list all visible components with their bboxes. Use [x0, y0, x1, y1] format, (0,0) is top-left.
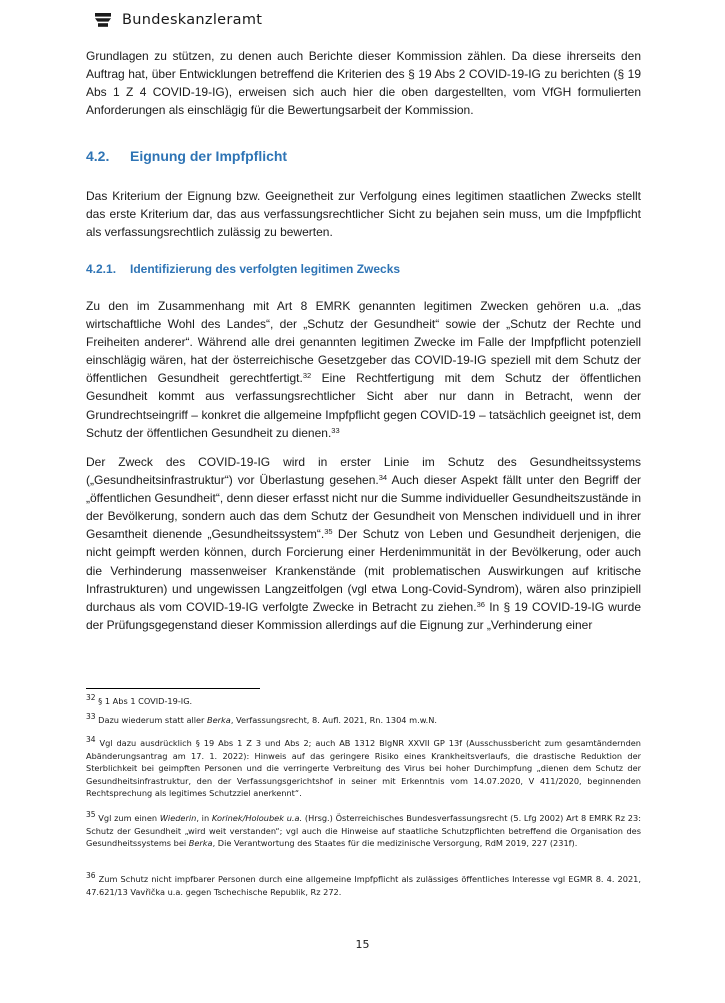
organization-name: Bundeskanzleramt	[122, 12, 263, 28]
footnote-text: , Die Verantwortung des Staates für die medizinische Versorgung, RdM 2019, 227 (231f).	[212, 838, 578, 849]
footnote-text: , Verfassungsrecht, 8. Aufl. 2021, Rn. 1304 m.w.N.	[230, 715, 437, 725]
footnote-author: Berka	[207, 715, 231, 725]
footnote-text: § 1 Abs 1 COVID-19-IG.	[95, 696, 193, 706]
text-run: Auch dieser Aspekt fällt unter den Begriff der „öffentlichen Gesundheit“, denn dieser erfasst nicht nur die Summe individueller Gesundheitszustände in der Bevölkerung, sondern auch das dem Schutz der Gesundheit von Menschen individuell und in ihrer Gesamtheit dienende „Gesundheitssystem“.	[86, 473, 641, 542]
subsection-number: 4.2.1.	[86, 262, 117, 276]
footnote-number: 32	[86, 693, 96, 702]
footnote-ref-34[interactable]: 34	[378, 473, 388, 483]
footnote-33	[86, 714, 641, 727]
footnote-author: Berka	[188, 838, 213, 849]
footnote-number: 34	[86, 735, 96, 744]
paragraph-legitime-zwecke	[86, 297, 641, 442]
footnote-number: 36	[86, 871, 96, 880]
text-run: Der Zweck des COVID-19-IG wird in erster Linie im Schutz des Gesundheitssystems („Gesundheitsinfrastruktur“) vor Überlastung gesehen.	[86, 455, 641, 488]
footnote-text: Zum Schutz nicht impfbarer Personen durch eine allgemeine Impfpflicht als zulässiges öffentliches Interesse vgl EGMR 8. 4. 2021, 47.621/13 Vavřička u.a. gegen Tschechische Republik, Rz 272.	[86, 874, 641, 897]
bundeskanzleramt-logo-icon	[94, 13, 112, 27]
footnote-ref-35[interactable]: 35	[324, 527, 333, 537]
footnote-number: 33	[86, 712, 96, 721]
footnote-ref-33[interactable]: 33	[331, 425, 340, 435]
footnote-text: Vgl zum einen	[95, 813, 160, 823]
paragraph-zweck	[86, 453, 641, 634]
footnote-author: Korinek/Holoubek u.a.	[211, 813, 303, 823]
footnote-ref-36[interactable]: 36	[476, 599, 485, 609]
page-header	[94, 9, 262, 31]
footnote-text: (Hrsg.) Österreichisches Bundesverfassungsrecht (5. Lfg 2002) Art 8 EMRK Rz 23: Schutz der Gesundheit „wird weit verstanden“; vgl auch die Hinweise auf staatliche Schutzpflichten betreffend die Organisation des Gesundheitssystems bei	[86, 813, 641, 849]
footnote-36	[86, 873, 641, 898]
page-number: 15	[355, 938, 370, 951]
paragraph-intro: Grundlagen zu stützen, zu denen auch Berichte dieser Kommission zählen. Da diese ihrerseits den Auftrag hat, über Entwicklungen betreffend die Kriterien des § 19 Abs 2 COVID-19-IG zu berichten (§ 19 Abs 1 Z 4 COVID-19-IG), erweisen sich auch hier die oben dargestellten, vom VfGH formulierten Anforderungen als einschlägig für die Bewertungsarbeit der Kommission.	[86, 49, 641, 118]
footnote-32	[86, 695, 641, 708]
footnote-35	[86, 812, 641, 850]
paragraph-eignung: Das Kriterium der Eignung bzw. Geeignetheit zur Verfolgung eines legitimen staatlichen Zwecks stellt das erste Kriterium dar, das aus verfassungsrechtlicher Sicht zu bejahen sein muss, um die Impfpflicht als verfassungsrechtlich zulässig zu bewerten.	[86, 189, 641, 240]
subsection-heading	[86, 262, 400, 276]
footnote-text: Vgl dazu ausdrücklich § 19 Abs 1 Z 3 und Abs 2; auch AB 1312 BlgNR XXVII GP 13f (Ausschussbericht zum gesamtändernden Abänderungsantrag am 17. 1. 2022): Hinweis auf das geringere Risiko eines Krankheitsverlaufs, die drastische Reduktion der Sterblichkeit bei geimpften Personen und die verringerte Verbreitung des Virus bei hoher Durchimpfung „dienen dem Schutz der Gesundheitsinfrastruktur, den der Verfassungsgerichtshof in seiner mit Erkenntnis vom 14.07.2020, V 411/2020, beginnenden Rechtsprechung als legitimes Schutzziel anerkennt“.	[86, 738, 641, 799]
footnote-text: Dazu wiederum statt aller	[95, 715, 208, 725]
footnote-divider	[86, 688, 260, 689]
footnote-author: Wiederin	[159, 813, 197, 823]
section-number: 4.2.	[86, 148, 110, 164]
text-run: In § 19 COVID-19-IG wurde der Prüfungsgegenstand dieser Kommission allerdings auf die Eignung zur „Verhinderung einer	[86, 599, 641, 632]
section-heading	[86, 148, 287, 164]
footnote-number: 35	[86, 810, 96, 819]
text-run: Der Schutz von Leben und Gesundheit derjenigen, die nicht geimpft werden können, durch Forcierung einer Herdenimmunität in der Bevölkerung, oder auch die Verhinderung massenweiser Krankenstände (mit problematischen Auswirkungen auf kritische Infrastrukturen) und ungewissen Langzeitfolgen (vgl etwa Long-Covid-Syndrom), wären also prinzipiell durchaus als vom COVID-19-IG verfolgte Zwecke in Betracht zu ziehen.	[86, 527, 641, 614]
text-run: Eine Rechtfertigung mit dem Schutz der öffentlichen Gesundheit kommt aus verfassungsrechtlicher Sicht aber nur dann in Betracht, wenn der Grundrechtseingriff – konkret die allgemeine Impfpflicht gegen COVID-19 – tatsächlich geeignet ist, dem Schutz der öffentlichen Gesundheit zu dienen.	[86, 371, 642, 440]
footnote-text: , in	[196, 813, 212, 823]
subsection-title: Identifizierung des verfolgten legitimen Zwecks	[130, 262, 401, 276]
section-title: Eignung der Impfpflicht	[130, 148, 288, 164]
text-run: Zu den im Zusammenhang mit Art 8 EMRK genannten legitimen Zwecken gehören u.a. „das wirtschaftliche Wohl des Landes“, der „Schutz der Gesundheit“ sowie der „Schutz der Rechte und Freiheiten anderer“. Während alle drei genannten legitimen Zwecke im Falle der Impfpflicht potenziell einschlägig wären, hat der österreichische Gesetzgeber das COVID-19-IG speziell mit dem Schutz der öffentlichen Gesundheit gerechtfertigt.	[86, 299, 641, 386]
footnote-ref-32[interactable]: 32	[302, 371, 312, 381]
footnote-34	[86, 737, 641, 800]
